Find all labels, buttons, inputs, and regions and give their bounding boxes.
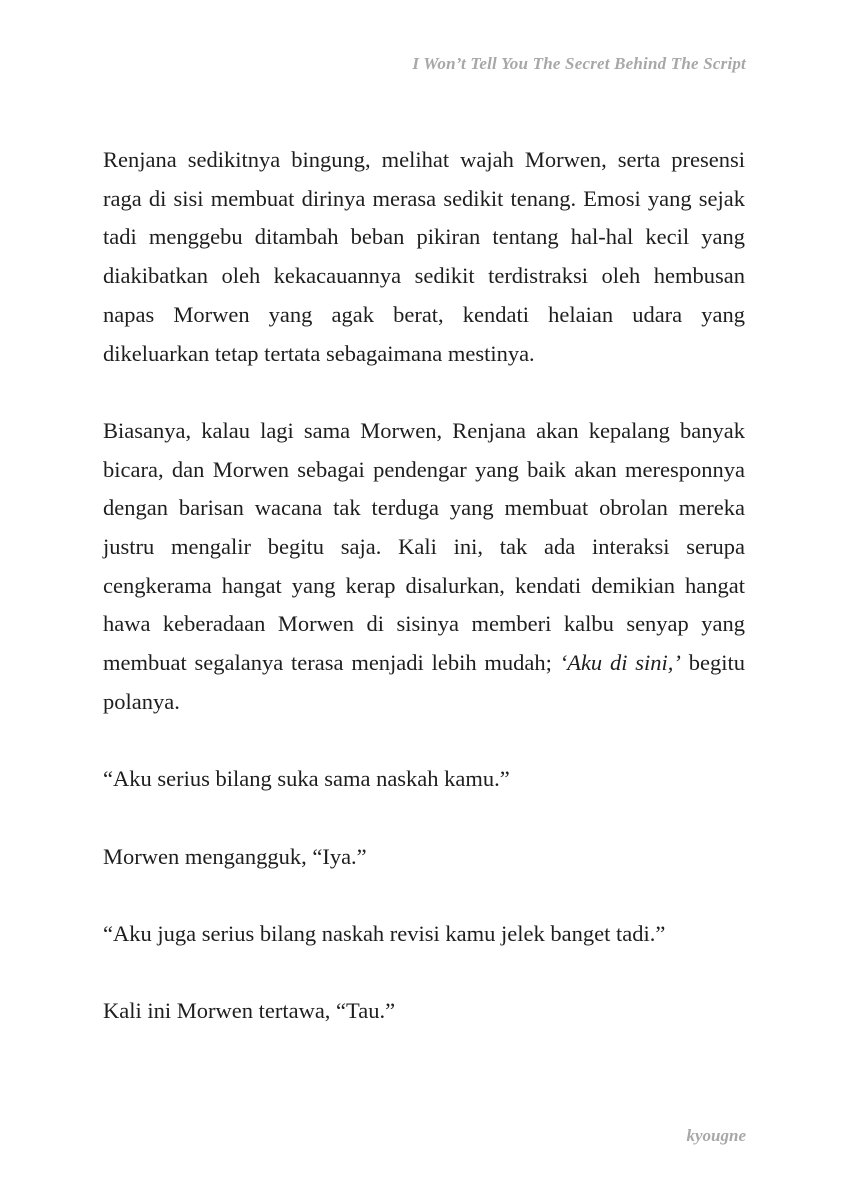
- dialogue-line-4: Kali ini Morwen tertawa, “Tau.”: [103, 998, 396, 1024]
- paragraph-1: Renjana sedikitnya bingung, melihat wajah Morwen, serta presensi raga di sisi membuat dirinya merasa sedikit tenang. Emosi yang sejak tadi menggebu ditambah beban pikiran tentang hal-hal kecil yang diakibatkan oleh kekacauannya sedikit terdistraksi oleh hembusan napas Morwen yang agak berat, kendati helaian udara yang dikeluarkan tetap tertata sebagaimana mestinya.: [103, 147, 745, 366]
- paragraph-2-text: Biasanya, kalau lagi sama Morwen, Renjana akan kepalang banyak bicara, dan Morwen sebagai pendengar yang baik akan meresponnya dengan barisan wacana tak terduga yang membuat obrolan mereka justru mengalir begitu saja. Kali ini, tak ada interaksi serupa cengkerama hangat yang kerap disalurkan, kendati demikian hangat hawa keberadaan Morwen di sisinya memberi kalbu senyap yang membuat segalanya terasa menjadi lebih mudah;: [103, 417, 745, 676]
- footer-author: kyougne: [686, 1126, 746, 1145]
- paragraph-2-tail: begitu polanya.: [103, 650, 745, 714]
- running-header-title: I Won’t Tell You The Secret Behind The Script: [412, 54, 746, 73]
- dialogue-line-2: Morwen mengangguk, “Iya.”: [103, 843, 367, 869]
- dialogue-line-3: “Aku juga serius bilang naskah revisi kamu jelek banget tadi.”: [103, 921, 666, 946]
- paragraph-2-italic-quote: ‘Aku di sini,’: [559, 650, 681, 676]
- paragraph-2: [103, 412, 745, 722]
- body-text: [103, 141, 745, 1070]
- dialogue-line-1: “Aku serius bilang suka sama naskah kamu.”: [103, 766, 510, 792]
